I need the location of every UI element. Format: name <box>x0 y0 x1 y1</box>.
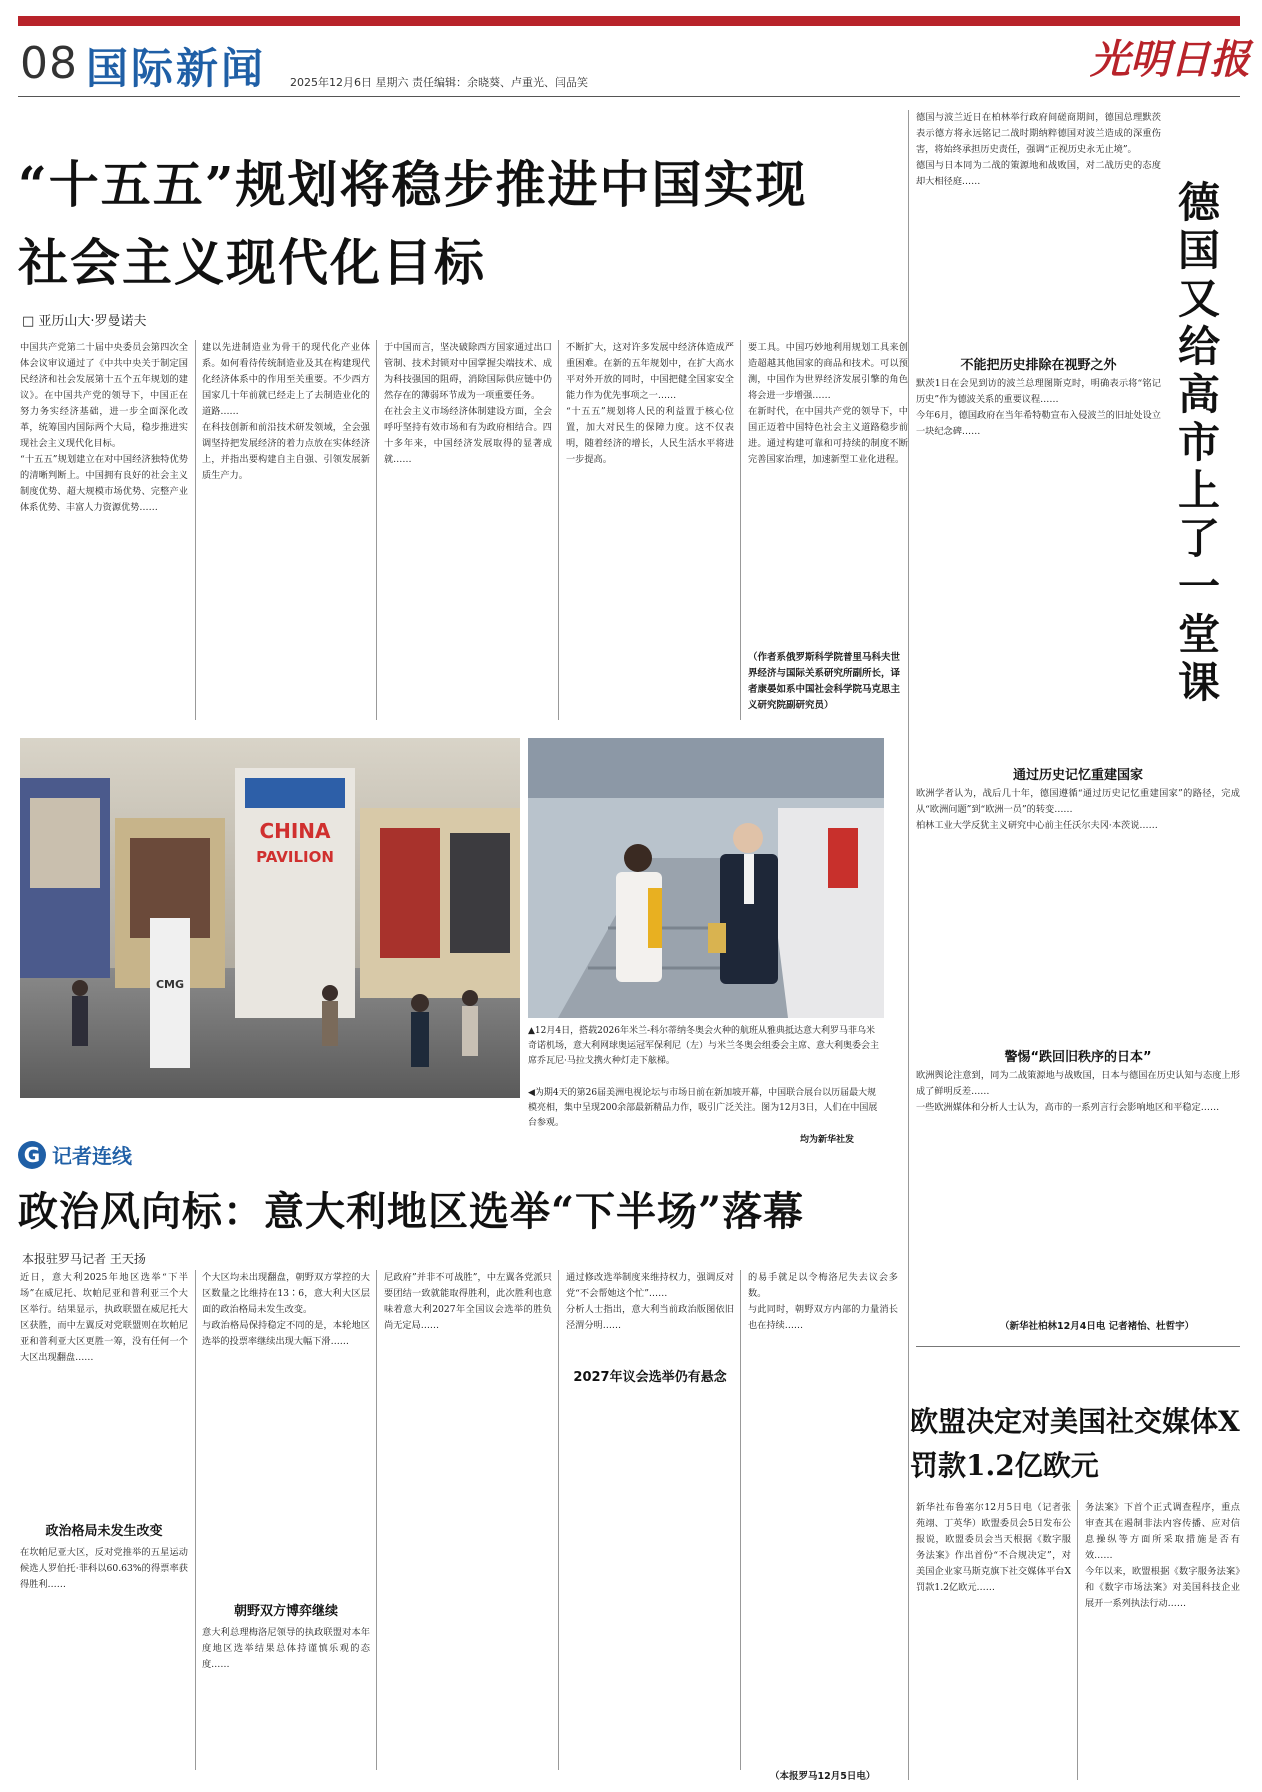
header-accent-bar <box>18 16 1240 26</box>
photo-caption-pavilion: ◀为期4天的第26届美洲电视论坛与市场日前在新加坡开幕，中国联合展台以历届最大规模亮相，集中呈现200余部最新精品力作，吸引广泛关注。图为12月3日，人们在中国展台参观。 <box>528 1088 878 1128</box>
right-body-2: 欧洲学者认为，战后几十年，德国遵循“通过历史记忆重建国家”的路径，完成从“欧洲问题”到“欧洲一员”的转变…… 柏林工业大学反犹主义研究中心前主任沃尔夫冈·本茨说…… <box>916 788 1240 831</box>
right-column-divider <box>908 110 909 1780</box>
pavilion-sign-pavilion: PAVILION <box>256 848 334 866</box>
story2-column-1b: 在坎帕尼亚大区，反对党推举的五星运动候选人罗伯托·菲科以60.63%的得票率获得胜利…… <box>20 1547 188 1590</box>
right-intro: 德国与波兰近日在柏林举行政府间磋商期间，德国总理默茨表示德方将永远铭记二战时期纳粹德国对波兰造成的深重伤害，将始终承担历史责任，强调“正视历史永无止境”。 德国与日本同为二战的策源地和战败国，对二战历史的态度却大相径庭…… <box>916 112 1161 187</box>
photo-china-pavilion-art <box>20 738 520 1098</box>
story2-column-2: 个大区均未出现翻盘，朝野双方掌控的大区数量之比维持在13∶6，意大利大区层面的政治格局未发生改变。 与政治格局保持稳定不同的是，本轮地区选举的投票率继续出现大幅下滑…… <box>202 1272 370 1347</box>
eu-headline: 欧盟决定对美国社交媒体X罚款1.2亿欧元 <box>910 1405 1240 1482</box>
story2-column-2b: 意大利总理梅洛尼领导的执政联盟对本年度地区选举结果总体持谨慎乐观的态度…… <box>202 1627 370 1670</box>
story2-column-3: 尼政府”并非不可战胜”，中左翼各党派只要团结一致就能取得胜利，此次胜利也意味着意大利2027年全国议会选举的胜负尚无定局…… <box>384 1272 552 1331</box>
lead-headline-line1: “十五五”规划将稳步推进中国实现 <box>18 155 808 214</box>
right-rule <box>916 1346 1240 1347</box>
column-divider <box>195 1270 196 1770</box>
right-vertical-headline: 德国又给高市上了一堂课 <box>1172 180 1221 708</box>
eu-column-1: 新华社布鲁塞尔12月5日电（记者张苑翊、丁英华）欧盟委员会5日发布公报说，欧盟委员会当天根据《数字服务法案》作出首份“不合规决定”，对美国企业家马斯克旗下社交媒体平台X罚款1.2亿欧元…… <box>916 1502 1071 1593</box>
column-divider <box>558 340 559 720</box>
eu-column-2: 务法案》下首个正式调查程序，重点审查其在遏制非法内容传播、应对信息操纵等方面所采取措施是否有效…… 今年以来，欧盟根据《数字服务法案》和《数字市场法案》对美国科技企业展开一系列执法行动…… <box>1085 1502 1240 1609</box>
story2-subhead-3: 2027年议会选举仍有悬念 <box>573 1370 727 1385</box>
lead-headline-line2: 社会主义现代化目标 <box>18 233 486 292</box>
lead-column-2: 建以先进制造业为骨干的现代化产业体系。如何看待传统制造业及其在构建现代化经济体系中的作用至关重要。不少西方国家几十年前就已经走上了去制造业化的道路…… 在科技创新和前沿技术研发领域，全会强调坚持把发展经济的着力点放在实体经济上，并指出要构建自主自强、引领发展新质生产力。 <box>202 342 370 481</box>
right-end-note: （新华社柏林12月4日电 记者褚怡、杜哲宇） <box>1000 1321 1195 1332</box>
column-divider <box>1077 1500 1078 1780</box>
cmg-banner-label: CMG <box>155 978 185 991</box>
lead-column-5: 要工具。中国巧妙地利用规划工具来创造超越其他国家的商品和技术。可以预测，中国作为世界经济发展引擎的角色将会进一步增强…… 在新时代，在中国共产党的领导下，中国正迈着中国特色社会主义道路稳步前进。通过构建可靠和可持续的制度不断完善国家治理，加速新型工业化进程。 <box>748 342 908 465</box>
photo-olympic-flame-art <box>528 738 884 1018</box>
photo-china-pavilion <box>20 738 520 1098</box>
column-divider <box>740 1270 741 1770</box>
lead-headline <box>18 146 898 302</box>
lead-byline: □ 亚历山大·罗曼诺夫 <box>22 314 147 329</box>
right-subhead-3: 警惕“跌回旧秩序的日本” <box>1004 1050 1152 1065</box>
photo-credit: 均为新华社发 <box>800 1135 855 1145</box>
right-body-3: 欧洲舆论注意到，同为二战策源地与战败国，日本与德国在历史认知与态度上形成了鲜明反差…… 一些欧洲媒体和分析人士认为，高市的一系列言行会影响地区和平稳定…… <box>916 1070 1240 1113</box>
lead-column-1: 中国共产党第二十届中央委员会第四次全体会议审议通过了《中共中央关于制定国民经济和社会发展第十五个五年规划的建议》。在中国共产党的领导下，中国正在努力务实经济基础，进一步全面深化改革，统筹国内国际两个大局，稳步推进实现社会主义现代化目标。 “十五五”规划建立在对中国经济独特优势的清晰判断上。中国拥有良好的社会主义制度优势、超大规模市场优势、完整产业体系优势、丰富人力资源优势…… <box>20 342 188 513</box>
header-rule <box>18 96 1240 97</box>
reporter-badge-icon: G <box>18 1141 46 1169</box>
story2-column-5: 的易手就足以令梅洛尼失去议会多数。 与此同时，朝野双方内部的力量消长也在持续…… <box>748 1272 898 1331</box>
column-divider <box>195 340 196 720</box>
reporter-label: 记者连线 <box>52 1144 132 1168</box>
right-subhead-1: 不能把历史排除在视野之外 <box>960 358 1117 373</box>
lead-author-note: （作者系俄罗斯科学院普里马科夫世界经济与国际关系研究所副所长，译者康晏如系中国社会科学院马克思主义研究院副研究员） <box>748 652 901 711</box>
column-divider <box>376 340 377 720</box>
column-divider <box>376 1270 377 1770</box>
story2-subhead-1: 政治格局未发生改变 <box>45 1524 163 1539</box>
photo-caption-flame: ▲12月4日，搭载2026年米兰-科尔蒂纳冬奥会火种的航班从雅典抵达意大利罗马菲乌米奇诺机场，意大利网球奥运冠军保利尼（左）与米兰冬奥会组委会主席、意大利奥委会主席乔瓦尼·马拉戈携火种灯走下舷梯。 <box>528 1026 880 1066</box>
story2-byline: 本报驻罗马记者 王天扬 <box>22 1252 146 1266</box>
pavilion-sign-china: CHINA <box>259 819 331 843</box>
right-subhead-2: 通过历史记忆重建国家 <box>1012 768 1143 783</box>
story2-column-4: 通过修改选举制度来维持权力，强调反对党“不会帮她这个忙”…… 分析人士指出，意大利当前政治版图依旧泾渭分明…… <box>566 1272 734 1331</box>
column-divider <box>558 1270 559 1770</box>
story2-subhead-2: 朝野双方博弈继续 <box>233 1604 338 1619</box>
column-divider <box>740 340 741 720</box>
masthead-logo: 光明日报 <box>1090 36 1250 83</box>
dateline: 2025年12月6日 星期六 责任编辑：余晓葵、卢重光、闫品笑 <box>290 76 588 89</box>
section-title: 国际新闻 <box>86 44 267 93</box>
photo-olympic-flame <box>528 738 884 1018</box>
story2-end-note: （本报罗马12月5日电） <box>770 1771 876 1782</box>
story2-column-1: 近日，意大利2025年地区选举“下半场”在威尼托、坎帕尼亚和普利亚三个大区举行。结果显示，执政联盟在威尼托大区获胜，而中左翼反对党联盟则在坎帕尼亚和普利亚大区更胜一筹，没有任何一个大区出现翻盘…… <box>20 1272 188 1363</box>
reporter-column-label <box>18 1140 132 1169</box>
right-body-1: 默茨1日在会见到访的波兰总理图斯克时，明确表示将“铭记历史”作为德波关系的重要议程…… 今年6月，德国政府在当年希特勒宣布入侵波兰的旧址处设立一块纪念碑…… <box>916 378 1161 437</box>
lead-column-4: 不断扩大，这对许多发展中经济体造成严重困难。在新的五年规划中，在扩大高水平对外开放的同时，中国把健全国家安全能力作为优先事项之一…… “十五五”规划将人民的利益置于核心位置，加大对民生的保障力度。这不仅表明，随着经济的增长，人民生活水平将进一步提高。 <box>566 342 734 465</box>
page-number: 08 <box>20 38 78 89</box>
lead-column-3: 于中国而言，坚决破除西方国家通过出口管制、技术封锁对中国掌握尖端技术、成为科技强国的阻碍，消除国际供应链中仍然存在的薄弱环节成为一项重要任务。 在社会主义市场经济体制建设方面，全会呼吁坚持有效市场和有为政府相结合。四十多年来，中国经济发展取得的显著成就…… <box>384 342 552 465</box>
story2-headline: 政治风向标：意大利地区选举“下半场”落幕 <box>18 1188 805 1235</box>
